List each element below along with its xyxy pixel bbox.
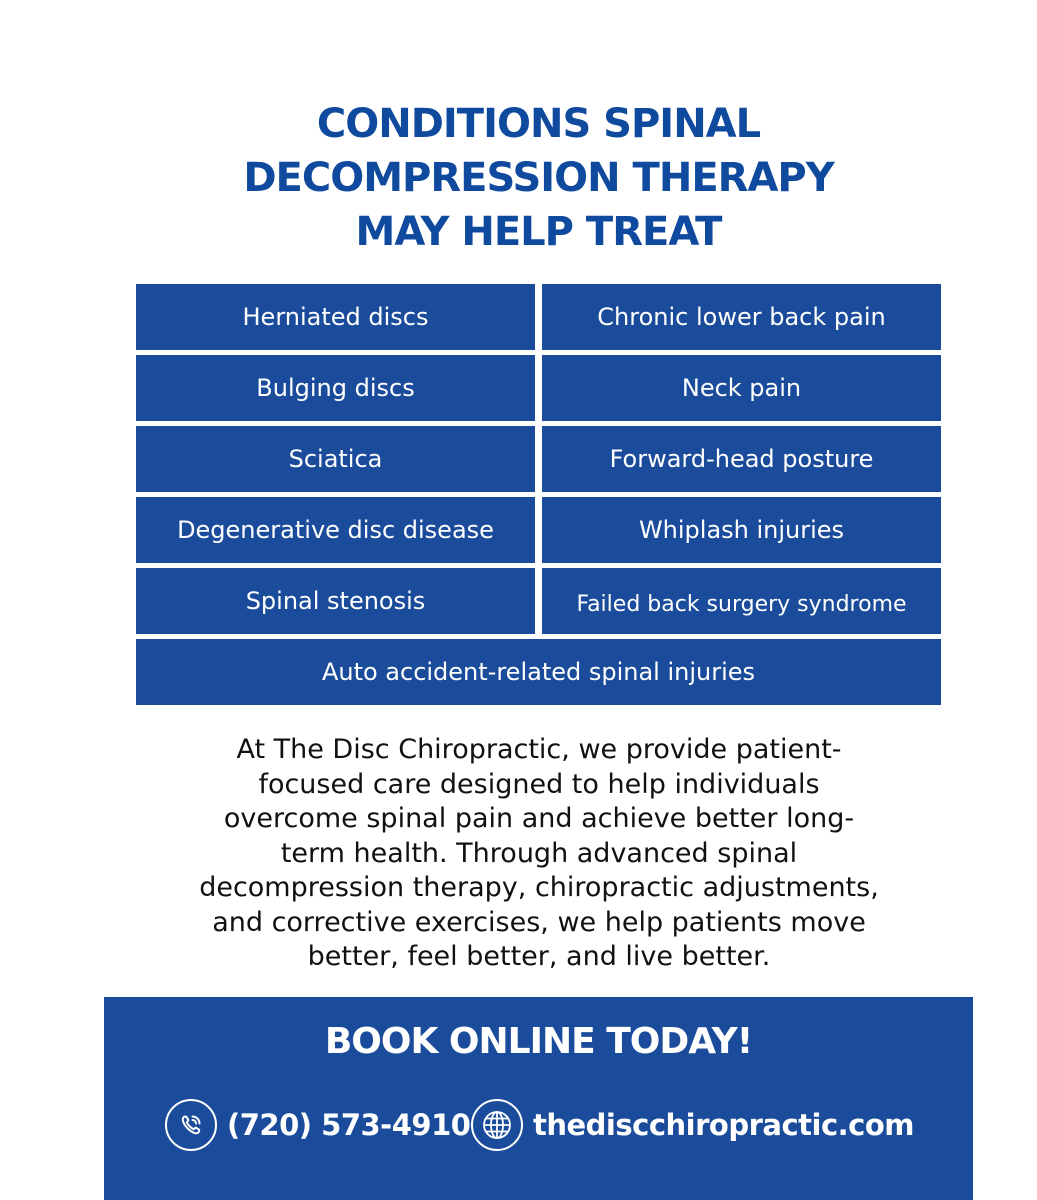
title-line-2: DECOMPRESSION THERAPY [243,155,834,201]
condition-whiplash-injuries: Whiplash injuries [542,497,941,563]
condition-auto-accident-spinal-injuries: Auto accident-related spinal injuries [136,639,941,705]
condition-forward-head-posture: Forward-head posture [542,426,941,492]
phone-contact[interactable] [165,1097,470,1153]
condition-neck-pain: Neck pain [542,355,941,421]
condition-herniated-discs: Herniated discs [136,284,535,350]
description-paragraph: At The Disc Chiropractic, we provide patient- focused care designed to help individuals overcome spinal pain and achieve better long- term health. Through advanced spinal decompression therapy, chiropractic adjustments, and corrective exercises, we help patients move better, feel better, and live better. [199,734,879,972]
phone-icon [165,1099,217,1151]
page-title [0,97,1037,259]
title-line-1: CONDITIONS SPINAL [316,101,761,147]
footer-banner [104,997,973,1200]
phone-number: (720) 573-4910 [227,1108,471,1142]
cta-heading: BOOK ONLINE TODAY! [324,1021,753,1062]
website-url: thediscchiropractic.com [533,1108,914,1142]
condition-spinal-stenosis: Spinal stenosis [136,568,535,634]
condition-bulging-discs: Bulging discs [136,355,535,421]
globe-icon [471,1099,523,1151]
website-contact[interactable] [471,1097,914,1153]
condition-degenerative-disc-disease: Degenerative disc disease [136,497,535,563]
condition-chronic-lower-back-pain: Chronic lower back pain [542,284,941,350]
title-line-3: MAY HELP TREAT [355,209,722,255]
condition-failed-back-surgery-syndrome: Failed back surgery syndrome [542,568,941,634]
condition-sciatica: Sciatica [136,426,535,492]
